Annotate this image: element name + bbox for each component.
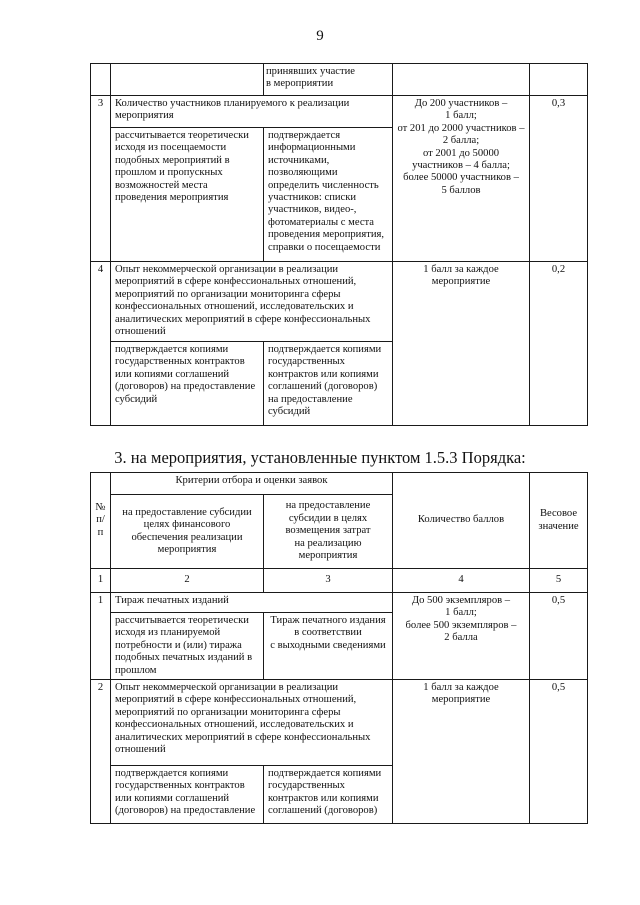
row-number-cell: [91, 64, 111, 96]
table-row: [91, 342, 588, 426]
index-cell: 2: [111, 569, 264, 593]
score-cell: До 500 экземпляров – 1 балл; более 500 экземпляров – 2 балла: [393, 593, 530, 680]
weight-cell: 0,3: [530, 96, 588, 262]
sub-criterion-cell: подтверждается копиями государственных контрактов или копиями соглашений (договоров): [264, 766, 393, 824]
score-cell: 1 балл за каждое мероприятие: [393, 262, 530, 342]
criterion-cell: Тираж печатных изданий: [111, 593, 393, 613]
weight-cell: 0,5: [530, 680, 588, 766]
score-cell: До 200 участников – 1 балл; от 201 до 2000 участников – 2 балла; от 2001 до 50000 участников – 4 балла; более 50000 участников – 5 баллов: [393, 96, 530, 262]
criterion-cell: Опыт некоммерческой организации в реализации мероприятий в сфере конфессиональных отношений, мероприятий по организации мониторинга сферы конфессиональных отношений, исследовательских и аналитических мероприятий в сфере конфессиональных отношений: [111, 262, 393, 342]
sub-criterion-cell: рассчитывается теоретически исходя из посещаемости подобных мероприятий в прошлом и пропускных возможностей места проведения мероприятия: [111, 128, 264, 262]
table-row: [91, 766, 588, 824]
weight-cell: 0,2: [530, 262, 588, 342]
row-number-cell: 1: [91, 593, 111, 680]
sub-criterion-cell: подтверждается копиями государственных контрактов или копиями соглашений (договоров) на предоставление: [111, 766, 264, 824]
table-row: [91, 680, 588, 766]
header-score: Количество баллов: [393, 473, 530, 569]
criteria-table-continued: [90, 63, 588, 426]
row-number-cell: 2: [91, 680, 111, 824]
header-criteria: Критерии отбора и оценки заявок: [111, 473, 393, 495]
table-row: [91, 96, 588, 128]
confirmation-cell: принявших участие в мероприятии: [264, 64, 393, 96]
index-cell: 1: [91, 569, 111, 593]
sub-criterion-cell: подтверждается информационными источниками, позволяющими определить численность участников: списки участников, видео-, фотоматериалы с места проведения мероприятия, справки о посещаемости: [264, 128, 393, 262]
page-number: 9: [316, 28, 324, 44]
index-row: [91, 569, 588, 593]
header-number: № п/п: [91, 473, 111, 569]
score-cell: [393, 342, 530, 426]
weight-cell: [530, 342, 588, 426]
index-cell: 5: [530, 569, 588, 593]
criterion-cell: Количество участников планируемого к реализации мероприятия: [111, 96, 393, 128]
score-cell: [393, 64, 530, 96]
header-criterion-a: на предоставление субсидии целях финансового обеспечения реализации мероприятия: [111, 495, 264, 569]
score-cell: 1 балл за каждое мероприятие: [393, 680, 530, 766]
row-number-cell: 4: [91, 262, 111, 426]
sub-criterion-cell: подтверждается копиями государственных контрактов или копиями соглашений (договоров) на предоставление субсидий: [111, 342, 264, 426]
table-row: [91, 262, 588, 342]
header-criterion-b: на предоставление субсидии в целях возмещения затрат на реализацию мероприятия: [264, 495, 393, 569]
header-weight: Весовое значение: [530, 473, 588, 569]
section-heading: 3. на мероприятия, установленные пунктом 1.5.3 Порядка:: [114, 448, 526, 467]
weight-cell: 0,5: [530, 593, 588, 680]
weight-cell: [530, 64, 588, 96]
sub-criterion-cell: подтверждается копиями государственных контрактов или копиями соглашений (договоров) на предоставление субсидий: [264, 342, 393, 426]
sub-criterion-cell: Тираж печатного издания в соответствии с выходными сведениями: [264, 613, 393, 680]
criteria-table: [90, 472, 588, 824]
table-row: [91, 64, 588, 96]
index-cell: 4: [393, 569, 530, 593]
criterion-cell: Опыт некоммерческой организации в реализации мероприятий в сфере конфессиональных отношений, мероприятий по организации мониторинга сферы конфессиональных отношений, исследовательских и аналитических мероприятий в сфере конфессиональных отношений: [111, 680, 393, 766]
index-cell: 3: [264, 569, 393, 593]
score-cell: [393, 766, 530, 824]
row-number-cell: 3: [91, 96, 111, 262]
table-row: [91, 593, 588, 613]
header-row: [91, 473, 588, 495]
criterion-cell: [111, 64, 264, 96]
weight-cell: [530, 766, 588, 824]
sub-criterion-cell: рассчитывается теоретически исходя из планируемой потребности и (или) тиража подобных печатных изданий в прошлом: [111, 613, 264, 680]
